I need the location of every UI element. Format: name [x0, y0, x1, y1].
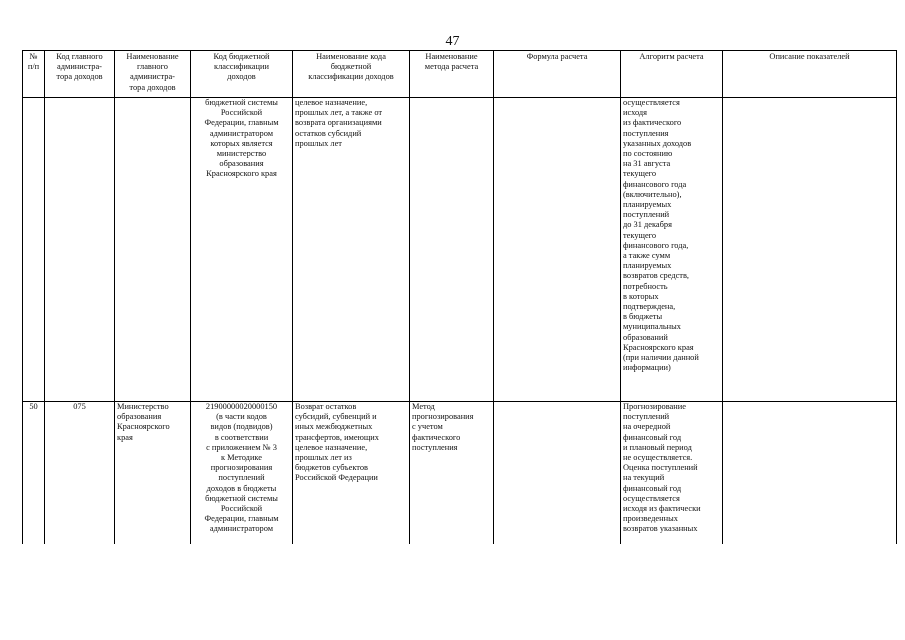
- table-row-continued: [23, 98, 897, 402]
- header-admin-name: Наименование главного администра- тора доходов: [115, 51, 191, 98]
- cell-formula: [494, 98, 621, 402]
- header-number: № п/п: [23, 51, 45, 98]
- table-row-50: [23, 402, 897, 545]
- header-algorithm: Алгоритм расчета: [621, 51, 723, 98]
- cell-formula: [494, 402, 621, 545]
- cell-code-name: целевое назначение, прошлых лет, а также от возврата организациями остатков субсидий прошлых лет: [293, 98, 410, 402]
- header-description: Описание показателей: [723, 51, 897, 98]
- cell-code-name: Возврат остатков субсидий, субвенций и иных межбюджетных трансфертов, имеющих целевое назначение, прошлых лет из бюджетов субъектов Российской Федерации: [293, 402, 410, 545]
- header-budget-code: Код бюджетной классификации доходов: [191, 51, 293, 98]
- table-header-row: [23, 51, 897, 98]
- cell-admin-name: [115, 98, 191, 402]
- header-admin-code: Код главного администра- тора доходов: [45, 51, 115, 98]
- cell-method: Метод прогнозирования с учетом фактического поступления: [410, 402, 494, 545]
- cell-description: [723, 98, 897, 402]
- methodology-table: [22, 50, 897, 544]
- cell-method: [410, 98, 494, 402]
- header-code-name: Наименование кода бюджетной классификации доходов: [293, 51, 410, 98]
- cell-budget-code: 21900000020000150 (в части кодов видов (подвидов) в соответствии с приложением № 3 к Методике прогнозирования поступлений доходов в бюджеты бюджетной системы Российской Федерации, главным администратором: [191, 402, 293, 545]
- header-formula: Формула расчета: [494, 51, 621, 98]
- cell-budget-code: бюджетной системы Российской Федерации, главным администратором которых является министерство образования Красноярского края: [191, 98, 293, 402]
- cell-admin-name: Министерство образования Красноярского края: [115, 402, 191, 545]
- cell-number: 50: [23, 402, 45, 545]
- cell-admin-code: 075: [45, 402, 115, 545]
- cell-admin-code: [45, 98, 115, 402]
- header-method: Наименование метода расчета: [410, 51, 494, 98]
- cell-description: [723, 402, 897, 545]
- cell-algorithm: Прогнозирование поступлений на очередной финансовый год и плановый период не осуществляется. Оценка поступлений на текущий финансовый год осуществляется исходя из фактически произведенных возвратов указанных: [621, 402, 723, 545]
- cell-algorithm: осуществляется исходя из фактического поступления указанных доходов по состоянию на 31 августа текущего финансового года (включительно), планируемых поступлений до 31 декабря текущего финансового года, а также сумм планируемых возвратов средств, потребность в которых подтверждена, в бюджеты муниципальных образований Красноярского края (при наличии данной информации): [621, 98, 723, 402]
- page-number: 47: [445, 34, 460, 49]
- cell-number: [23, 98, 45, 402]
